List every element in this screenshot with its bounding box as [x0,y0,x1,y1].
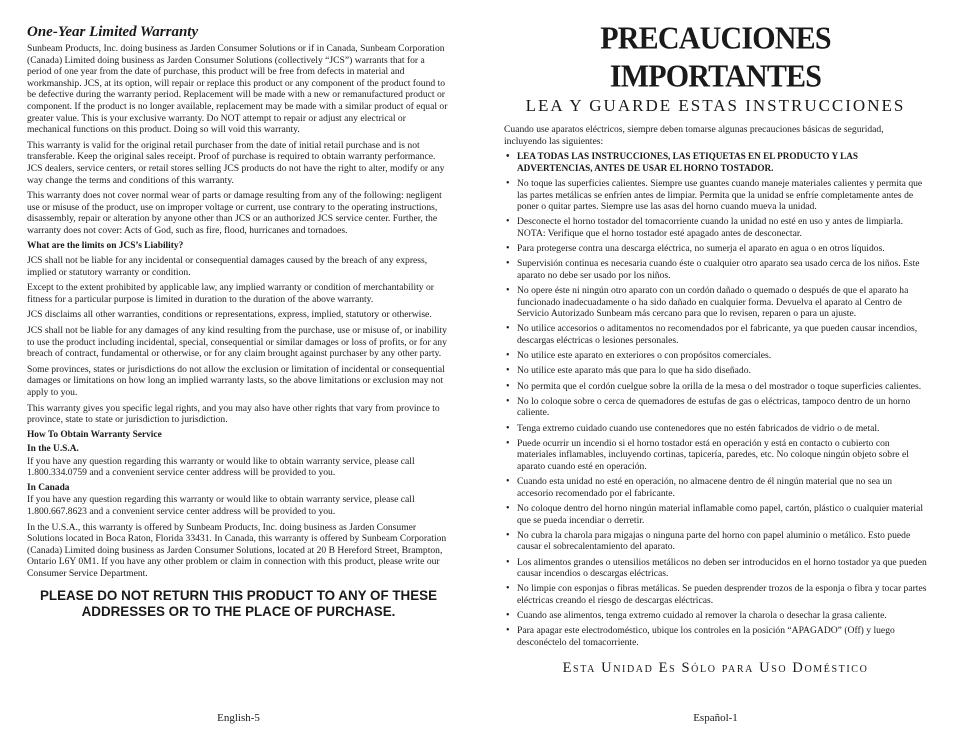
warranty-paragraph: This warranty does not cover normal wear of parts or damage resulting from any of the following: negligent use or misuse of the product, use on improper voltage or current, use contrary to the operating instructions, disassembly, repair or alteration by anyone other than JCS or an authorized JCS service center. Further, the warranty does not cover: Acts of God, such as fire, flood, hurricanes and tornadoes. [27,190,442,236]
page-number: Español-1 [693,712,738,724]
warranty-title: One-Year Limited Warranty [27,24,199,40]
precaution-item: • Puede ocurrir un incendio si el horno tostador está en operación y está en contacto o cubierto con materiales inflamables, incluyendo cortinas, tapicería, paredes, etc. No coloque ningún objeto sobre el aparato cuando esté en operación. [504,438,927,473]
usa-heading: In the U.S.A. [27,444,79,455]
precaution-item: • Desconecte el horno tostador del tomacorriente cuando la unidad no esté en uso y antes de limpiarla. NOTA: Verifique que el horno tostador esté apagado antes de desconectar. [504,216,927,239]
precaution-item: • No cubra la charola para migajas o ninguna parte del horno con papel aluminio o metálico. Esto puede causar el sobrecalentamiento del aparato. [504,530,927,553]
service-heading: How To Obtain Warranty Service [27,429,162,440]
liability-paragraph: This warranty gives you specific legal rights, and you may also have other rights that vary from province to province, state to state or jurisdiction to jurisdiction. [27,402,440,426]
canada-paragraph: If you have any question regarding this warranty or would like to obtain warranty service, please call 1.800.667.8623 and a convenient service center address will be provided to you. [27,494,415,517]
liability-paragraph: JCS disclaims all other warranties, conditions or representations, express, implied, statutory or otherwise. [27,309,432,321]
warranty-paragraph: This warranty is valid for the original retail purchaser from the date of initial retail purchase and is not transferable. Keep the original sales receipt. Proof of purchase is required to obtain warranty performance. JCS dealers, service centers, or retail stores selling JCS products do not have the right to alter, modify or any way change the terms and conditions of this warranty. [27,139,445,186]
page-subtitle: LEA Y GUARDE ESTAS INSTRUCCIONES [525,96,906,115]
offer-paragraph: In the U.S.A., this warranty is offered by Sunbeam Products, Inc. doing business as Jarden Consumer Solutions located in Boca Raton, Florida 33431. In Canada, this warranty is offered by Sunbeam Corporation (Canada) Limited doing business as Jarden Consumer Solutions, located at 20 B Hereford Street, Brampton, Ontario L6Y 0M1. If you have any other problem or claim in connection with this product, please write our Consumer Service Department. [27,521,447,579]
precaution-item: • No utilice este aparato más que para lo que ha sido diseñado. [504,365,927,377]
page-title: PRECAUCIONES IMPORTANTES [600,21,831,94]
precaution-item: • No toque las superficies calientes. Siempre use guantes cuando maneje materiales calientes y permita que las partes metálicas se enfríen antes de limpiar. Permita que la unidad se enfríe completamente antes de poner o quitar partes. Siempre use las asas del horno cuando mueva la unidad. [504,178,927,213]
precaution-item: • Cuando esta unidad no esté en operación, no almacene dentro de él ningún material que no sea un accesorio recomendado por el fabricante. [504,476,927,499]
liability-paragraph: JCS shall not be liable for any damages of any kind resulting from the purchase, use or misuse of, or inability to use the product including incidental, special, consequential or similar damages or loss of profits, or for any breach of contract, fundamental or otherwise, or for any claim brought against purchaser by any other party. [27,325,447,360]
liability-paragraph: JCS shall not be liable for any incidental or consequential damages caused by the breach of any express, implied or statutory warranty or condition. [27,255,428,278]
precaution-item: • No utilice este aparato en exteriores o con propósitos comerciales. [504,350,927,362]
precaution-item: • Para protegerse contra una descarga eléctrica, no sumerja el aparato en agua o en otros líquidos. [504,243,927,255]
liability-paragraph: Some provinces, states or jurisdictions do not allow the exclusion or limitation of incidental or consequential damages or limitations on how long an implied warranty lasts, so the above limitations or exclusion may not apply to you. [27,363,445,399]
precaution-item: • Tenga extremo cuidado cuando use contenedores que no estén fabricados de vidrio o de metal. [504,423,927,435]
precaution-item: • No limpie con esponjas o fibras metálicas. Se pueden desprender trozos de la esponja o fibra y tocar partes eléctricas creando el riesgo de descargas eléctricas. [504,583,927,606]
household-use-heading: Esta Unidad Es Sólo para Uso Doméstico [562,660,869,677]
intro-paragraph: Cuando use aparatos eléctricos, siempre deben tomarse algunas precauciones básicas de seguridad, incluyendo las siguientes: [504,124,884,147]
liability-heading: What are the limits on JCS’s Liability? [27,240,184,251]
precaution-item: • No opere éste ni ningún otro aparato con un cordón dañado o quemado o después de que el aparato ha funcionado inadecuadamente o ha sido dañado en cualquier forma. Devuelva el aparato al Centro de Servicio Autorizado Sunbeam más cercano para que lo revisen, reparen o para un ajuste. [504,285,927,320]
precautions-list [504,151,927,648]
precaution-item: • Los alimentos grandes o utensilios metálicos no deben ser introducidos en el horno tostador ya que pueden causar incendios o descargas eléctricas. [504,557,927,580]
precaution-item: • Cuando ase alimentos, tenga extremo cuidado al remover la charola o desechar la grasa caliente. [504,610,927,622]
warranty-paragraph: Sunbeam Products, Inc. doing business as Jarden Consumer Solutions or if in Canada, Sunbeam Corporation (Canada) Limited doing business as Jarden Consumer Solutions (collectively “JCS”) warrants that for a period of one year from the date of purchase, this product will be free from defects in material and workmanship. JCS, at its option, will repair or replace this product or any component of the product found to be defective during the warranty period. Replacement will be made with a new or remanufactured product or component. If the product is no longer available, replacement may be made with a similar product of equal or greater value. This is your exclusive warranty. Do NOT attempt to repair or adjust any electrical or mechanical functions on this product. Doing so will void this warranty. [27,43,448,136]
precaution-item: • Supervisión continua es necesaria cuando éste o cualquier otro aparato sea usado cerca de los niños. Este aparato no debe ser usado por los niños. [504,258,927,281]
precaution-item: • LEA TODAS LAS INSTRUCCIONES, LAS ETIQUETAS EN EL PRODUCTO Y LAS ADVERTENCIAS, ANTES DE USAR EL HORNO TOSTADOR. [504,151,927,174]
page-number: English-5 [217,712,260,724]
precaution-item: • No lo coloque sobre o cerca de quemadores de estufas de gas o eléctricas, tampoco dentro de un horno caliente. [504,396,927,419]
liability-paragraph: Except to the extent prohibited by applicable law, any implied warranty or condition of merchantability or fitness for a particular purpose is limited in duration to the duration of the above warranty. [27,282,434,305]
canada-heading: In Canada [27,483,70,493]
spanish-page [477,0,954,738]
precaution-item: • No permita que el cordón cuelgue sobre la orilla de la mesa o del mostrador o toque superficies calientes. [504,381,927,393]
usa-paragraph: If you have any question regarding this warranty or would like to obtain warranty service, please call 1.800.334.0759 and a convenient service center address will be provided to you. [27,455,415,479]
return-notice: PLEASE DO NOT RETURN THIS PRODUCT TO ANY OF THESE ADDRESSES OR TO THE PLACE OF PURCHASE. [39,587,438,619]
precaution-item: • No coloque dentro del horno ningún material inflamable como papel, cartón, plástico o cualquier material que se pueda incendiar o derretir. [504,503,927,526]
precaution-item: • Para apagar este electrodoméstico, ubique los controles en la posición “APAGADO” (Off) y luego desconéctelo del tomacorriente. [504,625,927,648]
precaution-item: • No utilice accesorios o aditamentos no recomendados por el fabricante, ya que pueden causar incendios, descargas eléctricas o lesiones personales. [504,323,927,346]
